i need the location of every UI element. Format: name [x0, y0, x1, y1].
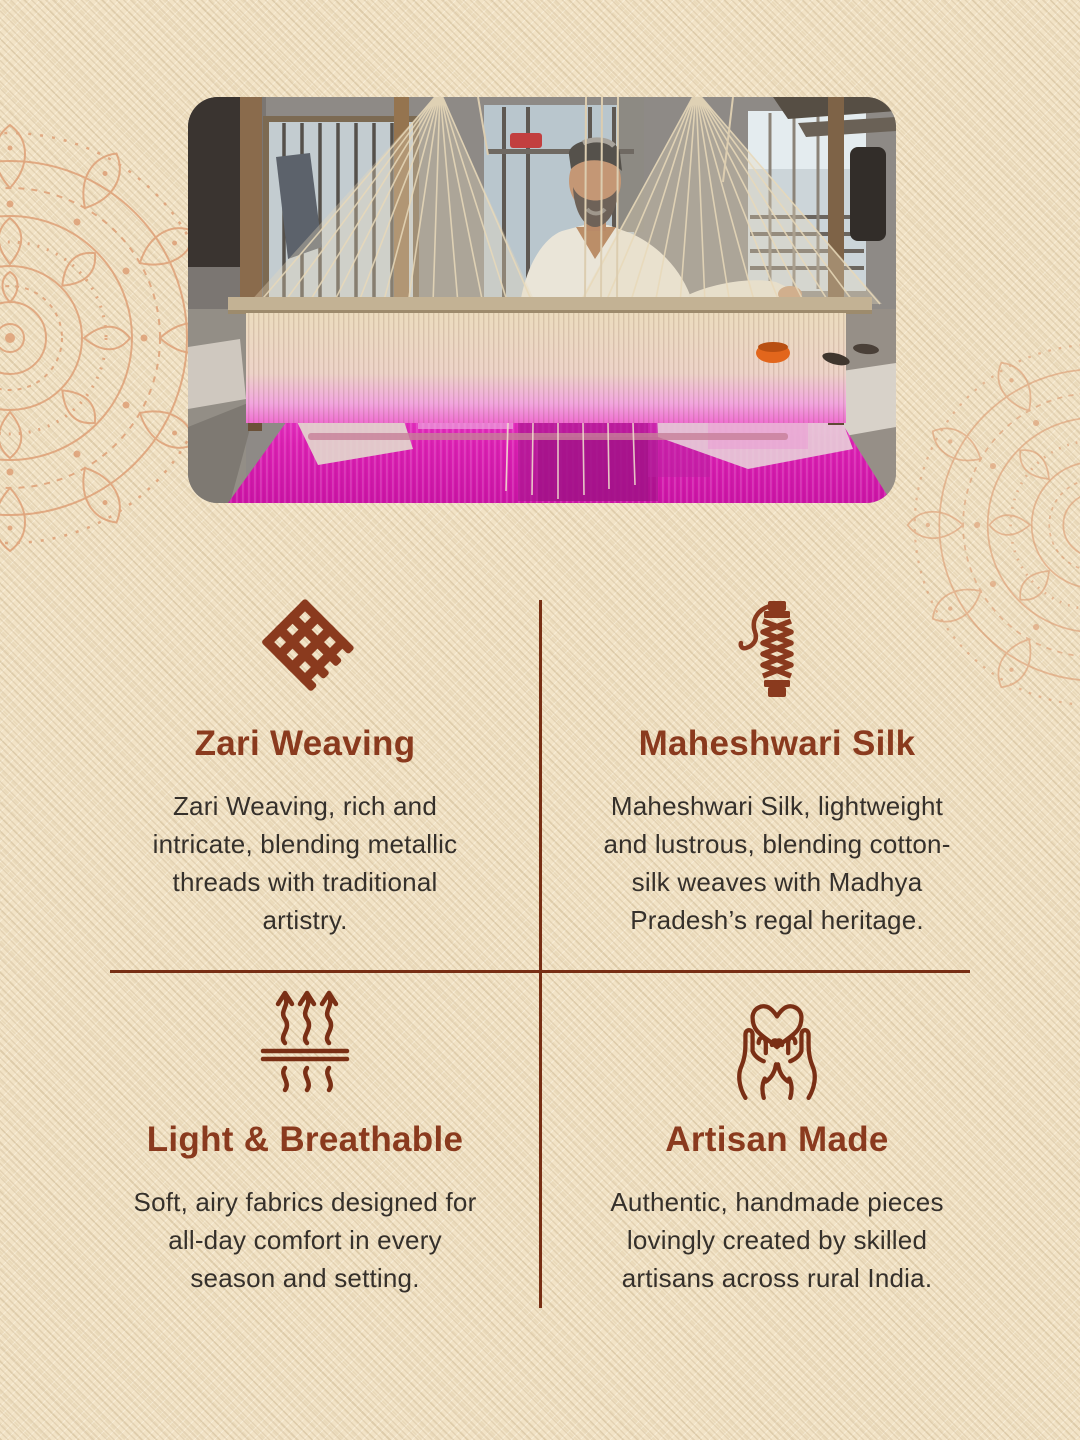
- weaver-loom-photo: [188, 97, 896, 503]
- feature-zari-weaving: [100, 593, 510, 939]
- thread-spool-icon: [731, 593, 823, 699]
- weave-icon: [254, 593, 356, 699]
- grid-divider-vertical: [539, 600, 542, 1308]
- hands-heart-icon: [721, 988, 833, 1100]
- feature-artisan-made: [572, 988, 982, 1297]
- feature-description: Maheshwari Silk, lightweight and lustrous, blending cotton- silk weaves with Madhya Pradesh’s regal heritage.: [603, 791, 951, 935]
- feature-title: Zari Weaving: [194, 724, 416, 763]
- hero-photo: [188, 97, 896, 503]
- feature-title: Maheshwari Silk: [638, 724, 916, 763]
- grid-divider-horizontal: [110, 970, 970, 973]
- airflow-icon: [242, 988, 368, 1100]
- feature-description: Zari Weaving, rich and intricate, blending metallic threads with traditional artistry.: [152, 791, 458, 935]
- feature-title: Artisan Made: [665, 1120, 889, 1159]
- feature-description: Authentic, handmade pieces lovingly created by skilled artisans across rural India.: [610, 1187, 944, 1293]
- feature-maheshwari-silk: [572, 593, 982, 939]
- feature-description: Soft, airy fabrics designed for all-day comfort in every season and setting.: [133, 1187, 477, 1293]
- feature-title: Light & Breathable: [146, 1120, 464, 1159]
- feature-light-breathable: [100, 988, 510, 1297]
